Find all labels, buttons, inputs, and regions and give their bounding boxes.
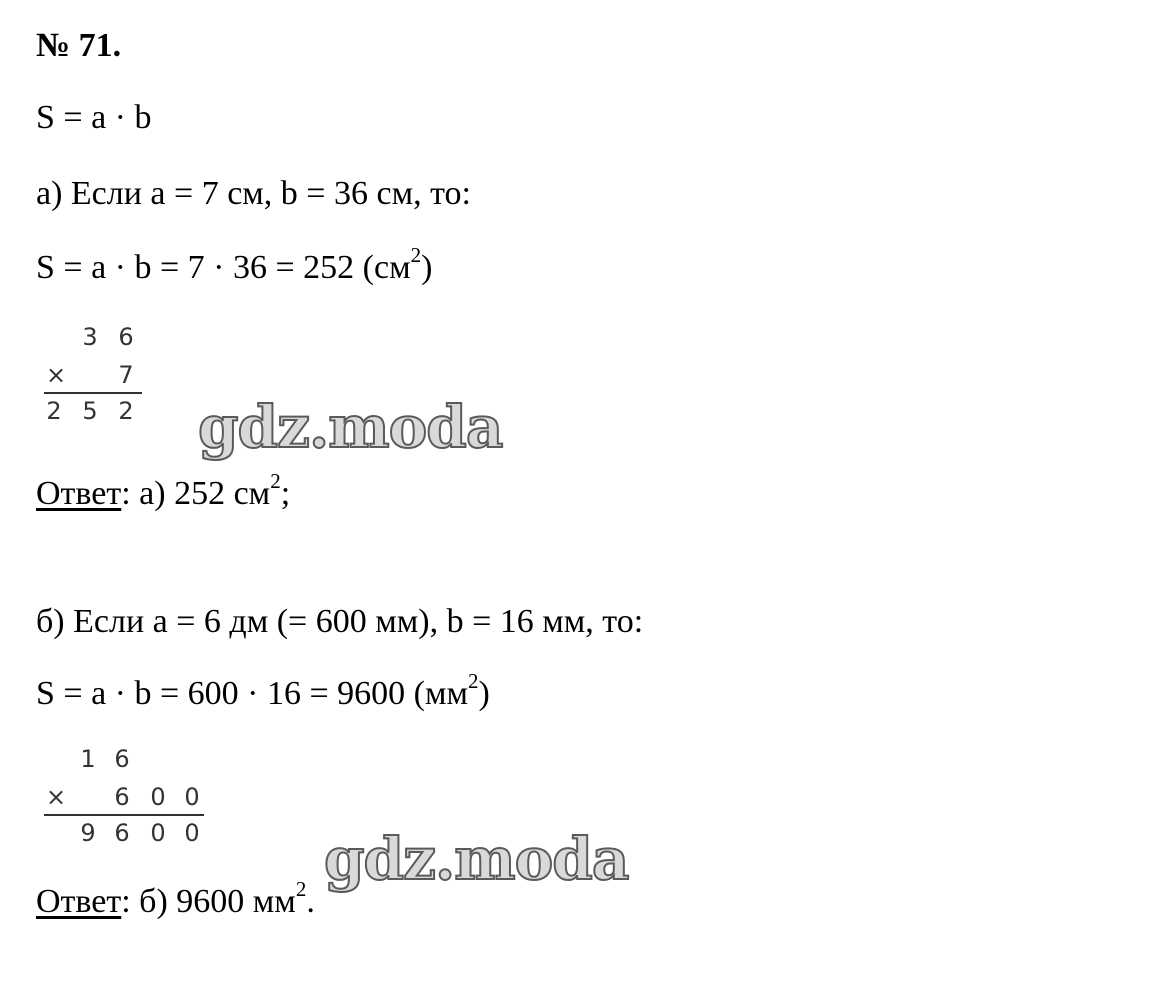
digit: 0 xyxy=(150,819,166,847)
gdz-moda-watermark: gdz.moda xyxy=(198,393,503,461)
part-a-calculation xyxy=(36,242,433,288)
digit: 2 xyxy=(118,397,134,425)
digit: 6 xyxy=(118,323,134,351)
answer-label: Ответ xyxy=(36,475,122,512)
multiply-sign: × xyxy=(46,361,67,389)
column-divider xyxy=(44,392,142,394)
digit: 0 xyxy=(184,783,200,811)
answer-value: : б) 9600 мм xyxy=(121,883,296,920)
digit: 7 xyxy=(118,361,134,389)
answer-tail: . xyxy=(306,883,315,920)
answer-tail: ; xyxy=(280,475,291,512)
part-a-calc-exponent: 2 xyxy=(410,242,422,267)
part-a-calc-text: S = a · b = 7 · 36 = 252 (см xyxy=(36,249,411,286)
digit: 0 xyxy=(150,783,166,811)
gdz-moda-watermark: gdz.moda xyxy=(324,825,629,893)
part-b-calc-close: ) xyxy=(478,675,490,712)
part-a-answer xyxy=(36,468,291,514)
part-b-calculation xyxy=(36,668,490,714)
answer-exponent: 2 xyxy=(270,468,281,493)
digit: 3 xyxy=(82,323,98,351)
digit: 6 xyxy=(114,745,130,773)
part-b-calc-text: S = a · b = 600 · 16 = 9600 (мм xyxy=(36,675,469,712)
digit: 2 xyxy=(46,397,62,425)
part-a-calc-close: ) xyxy=(421,249,433,286)
answer-exponent: 2 xyxy=(295,876,307,901)
digit: 5 xyxy=(82,397,98,425)
answer-label: Ответ xyxy=(36,883,122,920)
part-b-calc-exponent: 2 xyxy=(468,668,479,693)
digit: 9 xyxy=(80,819,96,847)
part-b-condition: б) Если a = 6 дм (= 600 мм), b = 16 мм, то: xyxy=(36,603,644,640)
digit: 0 xyxy=(184,819,200,847)
area-formula: S = a · b xyxy=(36,99,152,136)
exercise-title: № 71. xyxy=(36,27,122,64)
part-b-answer xyxy=(36,876,315,922)
column-divider xyxy=(44,814,204,816)
digit: 6 xyxy=(114,819,130,847)
digit: 6 xyxy=(114,783,130,811)
answer-value: : а) 252 см xyxy=(121,475,271,512)
part-a-condition: а) Если a = 7 см, b = 36 см, то: xyxy=(36,175,471,212)
multiply-sign: × xyxy=(46,783,67,811)
digit: 1 xyxy=(80,745,96,773)
